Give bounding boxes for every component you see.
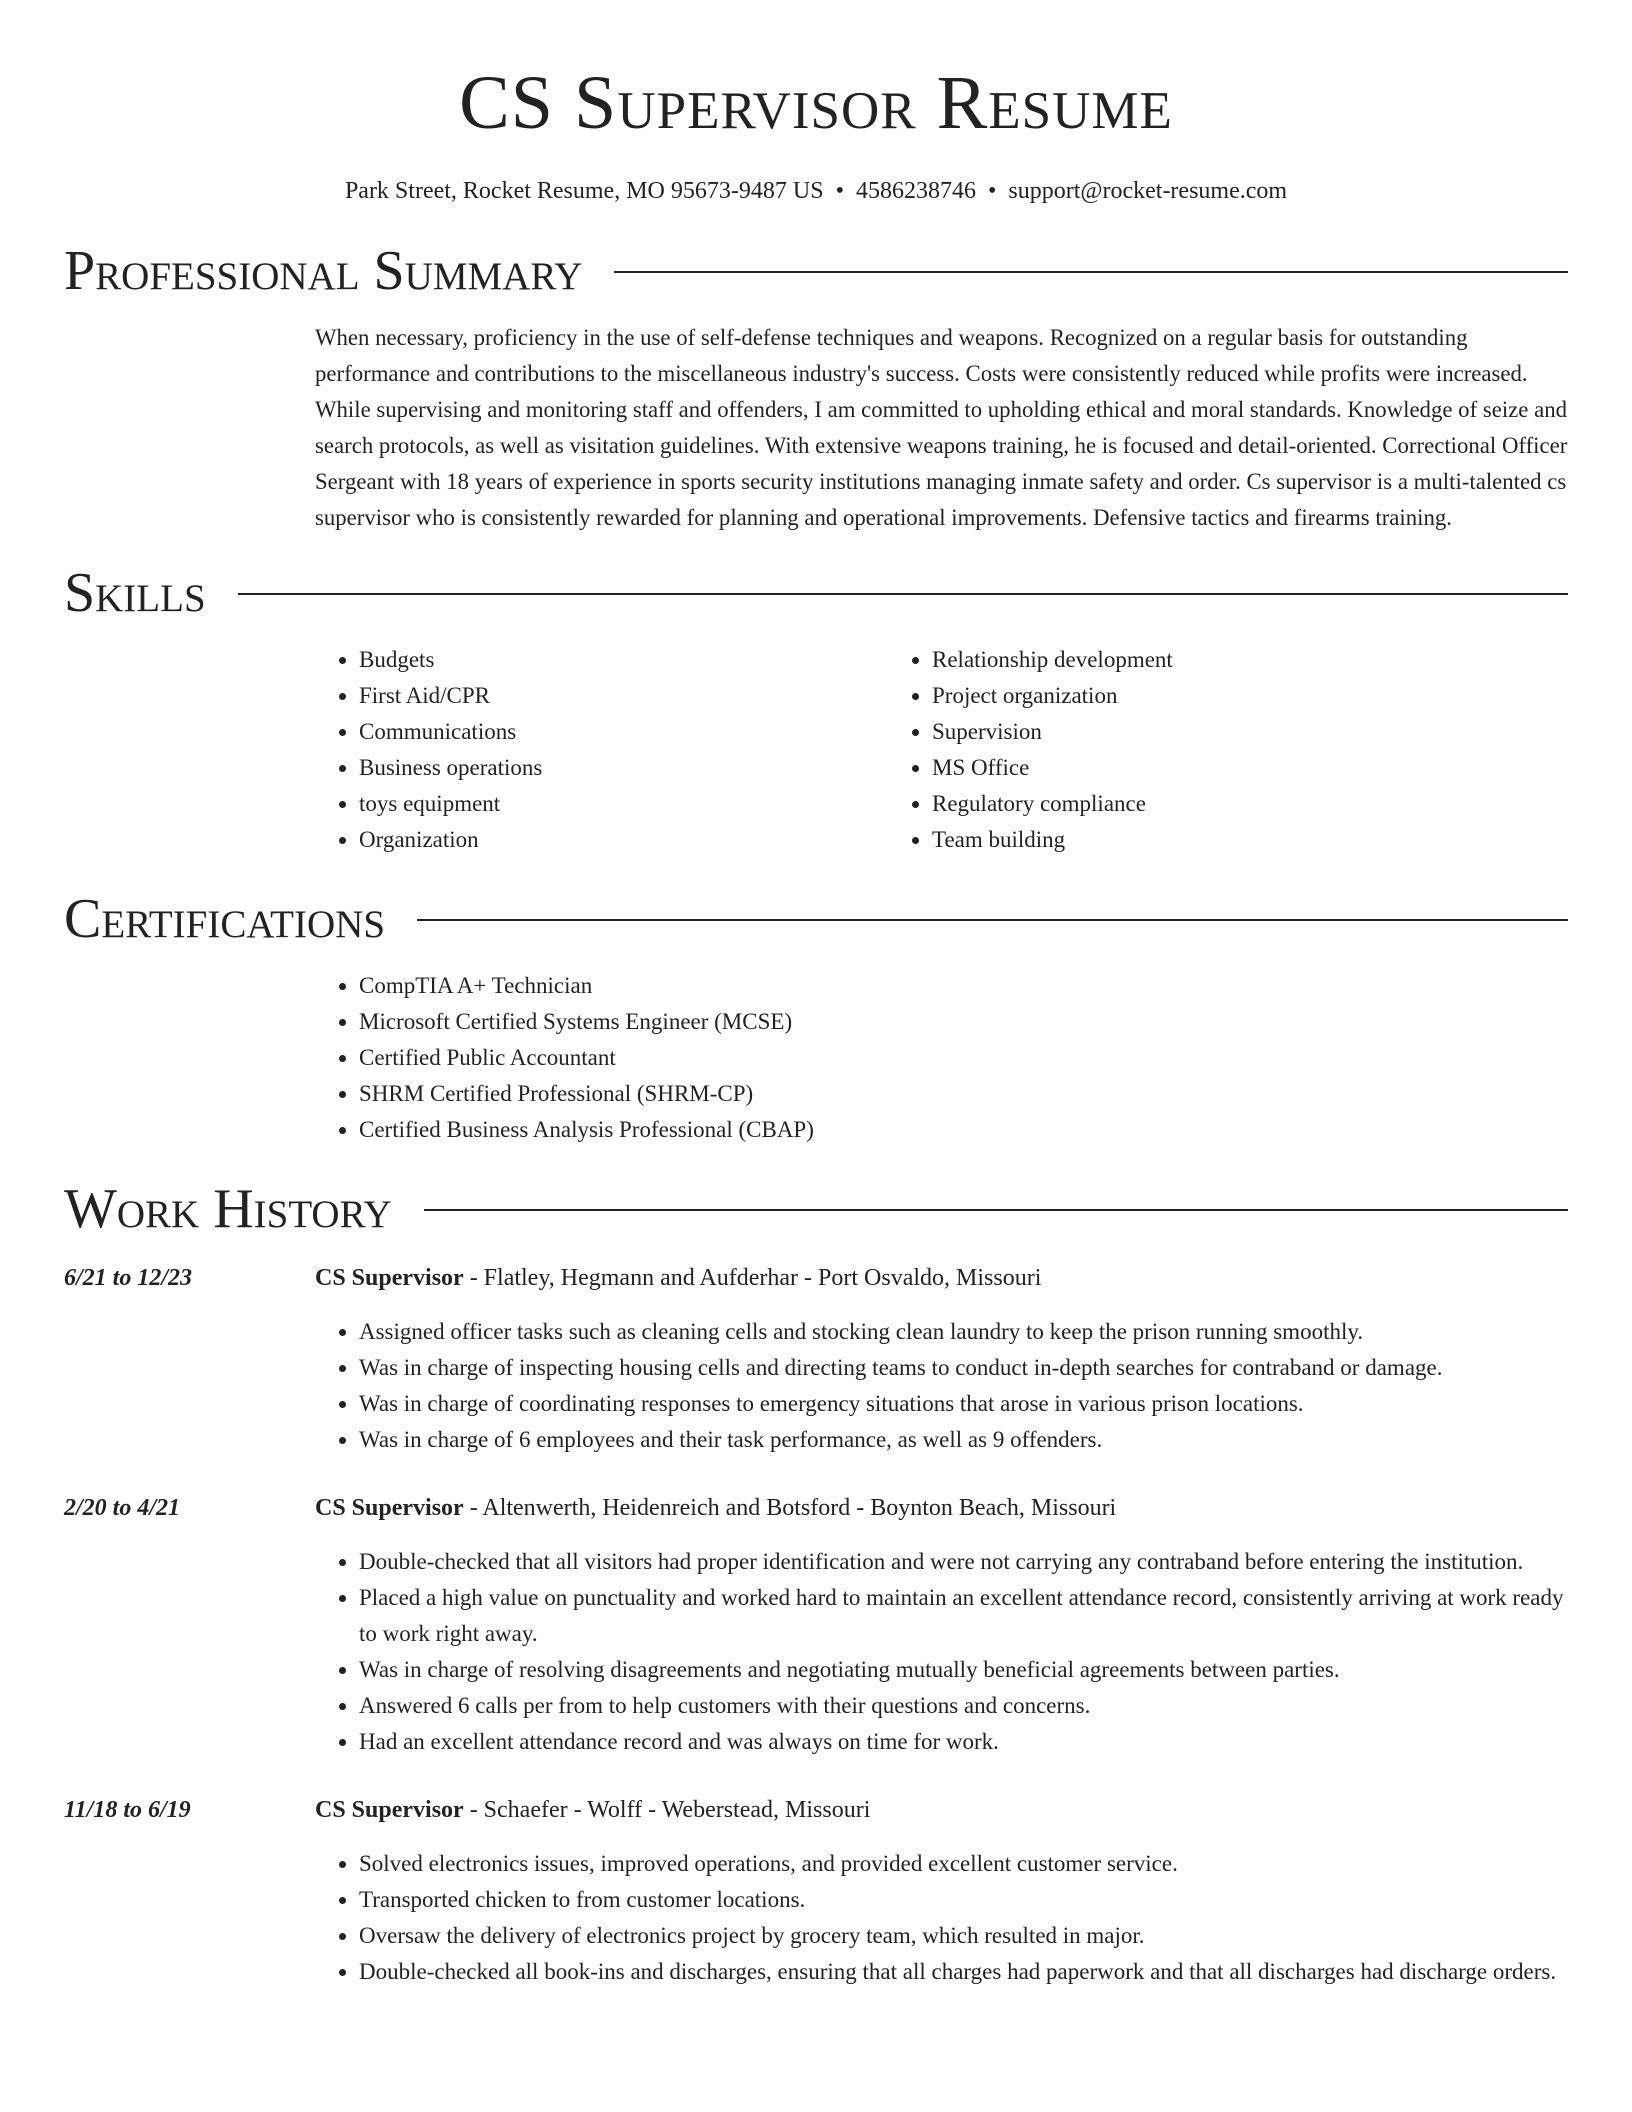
skill-item: • Supervision bbox=[932, 714, 1461, 750]
skill-item: • toys equipment bbox=[359, 786, 888, 822]
job-heading bbox=[315, 1792, 1568, 1828]
skill-item: • Project organization bbox=[932, 678, 1461, 714]
job-bullet: • Assigned officer tasks such as cleaning cells and stocking clean laundry to keep the prison running smoothly. bbox=[359, 1314, 1568, 1350]
job-bullet: • Oversaw the delivery of electronics project by grocery team, which resulted in major. bbox=[359, 1918, 1568, 1954]
resume-title: CS Supervisor Resume bbox=[459, 61, 1173, 145]
job-company: - Schaefer - Wolff - Weberstead, Missouri bbox=[463, 1797, 871, 1823]
contact-email: support@rocket-resume.com bbox=[1008, 178, 1288, 204]
section-header-certifications bbox=[64, 888, 1568, 950]
summary-text: When necessary, proficiency in the use of self-defense techniques and weapons. Recognized on a regular basis for outstanding performance and contributions to the miscellaneous industry's success. Costs were consistently reduced while profits were increased. While supervising and monitoring staff and offenders, I am committed to upholding ethical and moral standards. Knowledge of seize and search protocols, as well as visitation guidelines. With extensive weapons training, he is focused and detail-oriented. Correctional Officer Sergeant with 18 years of experience in sports security institutions managing inmate safety and order. Cs supervisor is a multi-talented cs supervisor who is consistently rewarded for planning and operational improvements. Defensive tactics and firearms training. bbox=[315, 325, 1568, 530]
job-body bbox=[315, 1792, 1568, 1990]
contact-phone: 4586238746 bbox=[855, 178, 976, 204]
job-bullets bbox=[315, 1846, 1568, 1990]
skills-columns bbox=[315, 642, 1568, 858]
skill-item: • MS Office bbox=[932, 750, 1461, 786]
section-divider bbox=[417, 919, 1568, 921]
job-dates: 6/21 to 12/23 bbox=[64, 1265, 193, 1291]
job-role: CS Supervisor bbox=[315, 1495, 464, 1521]
job-bullets bbox=[315, 1314, 1568, 1458]
job-company: - Altenwerth, Heidenreich and Botsford - Boynton Beach, Missouri bbox=[463, 1495, 1117, 1521]
skill-item: • Communications bbox=[359, 714, 888, 750]
job-bullet: • Was in charge of inspecting housing cells and directing teams to conduct in-depth searches for contraband or damage. bbox=[359, 1350, 1568, 1386]
section-header-skills bbox=[64, 562, 1568, 624]
certification-item: • Microsoft Certified Systems Engineer (MCSE) bbox=[359, 1004, 1568, 1040]
job-body bbox=[315, 1490, 1568, 1760]
section-header-summary bbox=[64, 240, 1568, 302]
section-divider bbox=[424, 1209, 1568, 1211]
job-bullet: • Was in charge of coordinating responses to emergency situations that arose in various prison locations. bbox=[359, 1386, 1568, 1422]
contact-separator: • bbox=[835, 178, 844, 204]
job-bullet: • Had an excellent attendance record and was always on time for work. bbox=[359, 1724, 1568, 1760]
section-title-work-history: Work History bbox=[64, 1178, 392, 1240]
certification-item: • CompTIA A+ Technician bbox=[359, 968, 1568, 1004]
skill-item: • Organization bbox=[359, 822, 888, 858]
job-dates: 11/18 to 6/19 bbox=[64, 1797, 191, 1823]
contact-separator: • bbox=[987, 178, 997, 204]
job-bullets bbox=[315, 1544, 1568, 1760]
certification-item: • SHRM Certified Professional (SHRM-CP) bbox=[359, 1076, 1568, 1112]
job-entry bbox=[64, 1490, 1568, 1760]
section-title-summary: Professional Summary bbox=[64, 240, 583, 302]
skill-item: • Budgets bbox=[359, 642, 888, 678]
skills-list-right bbox=[888, 642, 1461, 858]
job-bullet: • Double-checked all book-ins and discharges, ensuring that all charges had paperwork and that all discharges had discharge orders. bbox=[359, 1954, 1568, 1990]
job-bullet: • Answered 6 calls per from to help customers with their questions and concerns. bbox=[359, 1688, 1568, 1724]
section-divider bbox=[238, 593, 1568, 595]
section-title-skills: Skills bbox=[64, 562, 206, 624]
job-bullet: • Was in charge of resolving disagreements and negotiating mutually beneficial agreements between parties. bbox=[359, 1652, 1568, 1688]
job-entry bbox=[64, 1260, 1568, 1458]
job-role: CS Supervisor bbox=[315, 1797, 464, 1823]
resume-page bbox=[64, 0, 1568, 1990]
section-title-certifications: Certifications bbox=[64, 888, 386, 950]
section-header-work-history bbox=[64, 1178, 1568, 1240]
certification-item: • Certified Business Analysis Professional (CBAP) bbox=[359, 1112, 1568, 1148]
job-dates: 2/20 to 4/21 bbox=[64, 1495, 181, 1521]
job-bullet: • Transported chicken to from customer locations. bbox=[359, 1882, 1568, 1918]
skill-item: • Business operations bbox=[359, 750, 888, 786]
section-divider bbox=[614, 271, 1568, 273]
job-bullet: • Was in charge of 6 employees and their task performance, as well as 9 offenders. bbox=[359, 1422, 1568, 1458]
job-bullet: • Placed a high value on punctuality and worked hard to maintain an excellent attendance record, consistently arriving at work ready to work right away. bbox=[359, 1580, 1568, 1652]
skill-item: • Team building bbox=[932, 822, 1461, 858]
contact-line bbox=[64, 176, 1568, 206]
job-bullet: • Double-checked that all visitors had proper identification and were not carrying any contraband before entering the institution. bbox=[359, 1544, 1568, 1580]
skill-item: • Regulatory compliance bbox=[932, 786, 1461, 822]
job-body bbox=[315, 1260, 1568, 1458]
job-entry bbox=[64, 1792, 1568, 1990]
job-role: CS Supervisor bbox=[315, 1265, 464, 1291]
job-heading bbox=[315, 1490, 1568, 1526]
job-heading bbox=[315, 1260, 1568, 1296]
contact-address: Park Street, Rocket Resume, MO 95673-9487 US bbox=[344, 178, 824, 204]
skill-item: • Relationship development bbox=[932, 642, 1461, 678]
job-bullet: • Solved electronics issues, improved operations, and provided excellent customer service. bbox=[359, 1846, 1568, 1882]
certifications-list bbox=[315, 968, 1568, 1148]
skill-item: • First Aid/CPR bbox=[359, 678, 888, 714]
certification-item: • Certified Public Accountant bbox=[359, 1040, 1568, 1076]
skills-list-left bbox=[315, 642, 888, 858]
job-company: - Flatley, Hegmann and Aufderhar - Port Osvaldo, Missouri bbox=[463, 1265, 1042, 1291]
